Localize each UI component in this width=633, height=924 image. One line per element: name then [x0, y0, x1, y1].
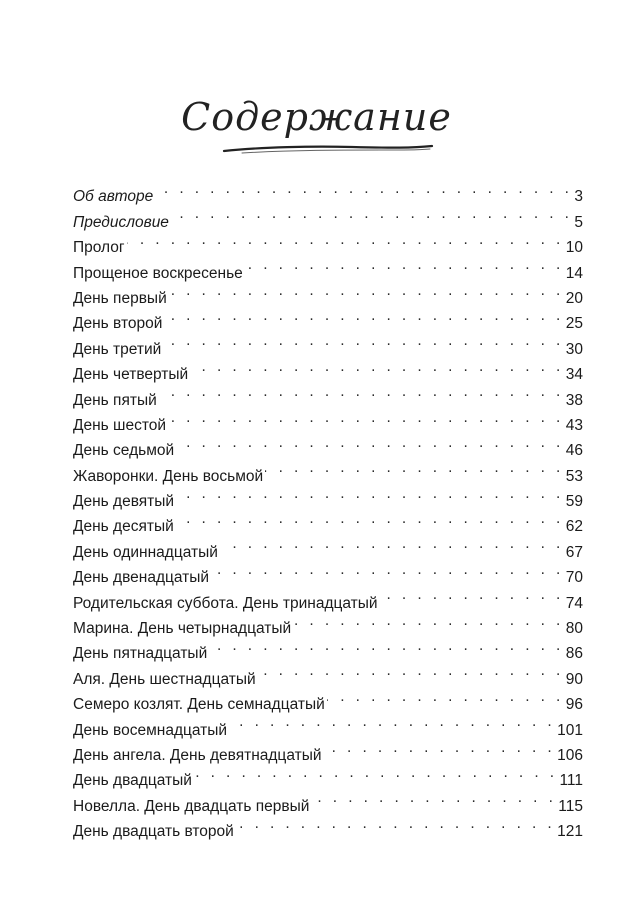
toc-dot-leader [324, 735, 556, 760]
toc-entry-page-number: 59 [565, 493, 583, 511]
toc-dot-leader [209, 633, 564, 658]
toc-entry-title: День четвертый [73, 366, 189, 384]
toc-entry-title: Родительская суббота. День тринадцатый [73, 594, 378, 612]
toc-entry-title: День шестой [73, 416, 167, 434]
toc-entry-title: День третий [73, 340, 162, 358]
toc-entry-title: Жаворонки. День восьмой [73, 467, 264, 485]
toc-dot-leader [265, 455, 564, 480]
toc-dot-leader [190, 354, 564, 379]
toc-dot-leader [245, 252, 564, 277]
toc-entry-title: Семеро козлят. День семнадцатый [73, 696, 325, 714]
toc-dot-leader [169, 278, 564, 303]
toc-entry-title: День двенадцатый [73, 569, 210, 587]
toc-dot-leader [327, 684, 564, 709]
toc-entry-page-number: 70 [565, 569, 583, 587]
toc-dot-leader [211, 557, 564, 582]
toc-entry-title: День одиннадцатый [73, 543, 218, 561]
toc-entry-title: День пятый [73, 391, 157, 409]
toc-entry-page-number: 14 [565, 264, 583, 282]
toc-entry-page-number: 62 [565, 518, 583, 536]
toc-entry-title: Аля. День шестнадцатый [73, 670, 256, 688]
toc-entry-page-number: 106 [557, 746, 583, 764]
toc-dot-leader [176, 506, 564, 531]
toc-entry-page-number: 53 [565, 467, 583, 485]
toc-entry-page-number: 20 [565, 289, 583, 307]
toc-dot-leader [229, 709, 555, 734]
toc-entry-title: День десятый [73, 518, 174, 536]
toc-entry-page-number: 90 [565, 670, 583, 688]
toc-entry[interactable] [73, 227, 583, 257]
toc-entry-title: День двадцать второй [73, 823, 234, 841]
toc-dot-leader [236, 811, 555, 836]
toc-dot-leader [159, 379, 564, 404]
table-of-contents [73, 176, 583, 841]
toc-dot-leader [194, 760, 558, 785]
toc-entry-page-number: 111 [559, 772, 583, 790]
toc-entry-page-number: 10 [565, 239, 583, 257]
page-title: Содержание [181, 95, 452, 139]
toc-entry-page-number: 25 [565, 315, 583, 333]
toc-entry-page-number: 43 [565, 416, 583, 434]
toc-entry-page-number: 38 [565, 391, 583, 409]
toc-dot-leader [311, 785, 556, 810]
toc-entry[interactable] [73, 252, 583, 282]
title-underline-stroke [222, 142, 434, 156]
toc-dot-leader [258, 658, 564, 683]
toc-entry-title: Предисловие [73, 213, 169, 231]
toc-dot-leader [155, 176, 572, 201]
toc-entry-title: День первый [73, 289, 167, 307]
toc-entry-page-number: 80 [565, 620, 583, 638]
toc-entry-title: День седьмой [73, 442, 175, 460]
toc-dot-leader [164, 303, 563, 328]
toc-entry-page-number: 34 [565, 366, 583, 384]
toc-entry[interactable] [73, 176, 583, 206]
toc-entry-title: День пятнадцатый [73, 645, 208, 663]
toc-dot-leader [171, 201, 572, 226]
heading-block [0, 92, 633, 162]
toc-entry-title: Новелла. День двадцать первый [73, 797, 310, 815]
toc-entry-page-number: 101 [557, 721, 583, 739]
toc-entry-page-number: 3 [574, 188, 583, 206]
toc-entry-title: День двадцатый [73, 772, 192, 790]
toc-entry-page-number: 86 [565, 645, 583, 663]
toc-entry-page-number: 115 [558, 797, 583, 815]
toc-entry-page-number: 121 [557, 823, 583, 841]
toc-entry-title: Пролог [73, 239, 125, 257]
toc-entry-title: День второй [73, 315, 163, 333]
toc-entry-title: День ангела. День девятнадцатый [73, 746, 322, 764]
toc-dot-leader [220, 531, 564, 556]
toc-dot-leader [168, 405, 564, 430]
toc-dot-leader [176, 481, 564, 506]
toc-dot-leader [163, 328, 563, 353]
toc-entry-page-number: 96 [565, 696, 583, 714]
toc-entry-title: Прощеное воскресенье [73, 264, 243, 282]
toc-entry-title: Об авторе [73, 188, 154, 206]
toc-dot-leader [127, 227, 564, 252]
toc-entry-title: День девятый [73, 493, 175, 511]
toc-entry-page-number: 67 [565, 543, 583, 561]
toc-entry-page-number: 74 [565, 594, 583, 612]
toc-entry-title: День восемнадцатый [73, 721, 228, 739]
toc-dot-leader [293, 608, 564, 633]
toc-entry-page-number: 30 [565, 340, 583, 358]
toc-entry-title: Марина. День четырнадцатый [73, 620, 292, 638]
toc-dot-leader [176, 430, 564, 455]
toc-entry-page-number: 5 [574, 213, 583, 231]
toc-dot-leader [380, 582, 564, 607]
toc-entry-page-number: 46 [565, 442, 583, 460]
